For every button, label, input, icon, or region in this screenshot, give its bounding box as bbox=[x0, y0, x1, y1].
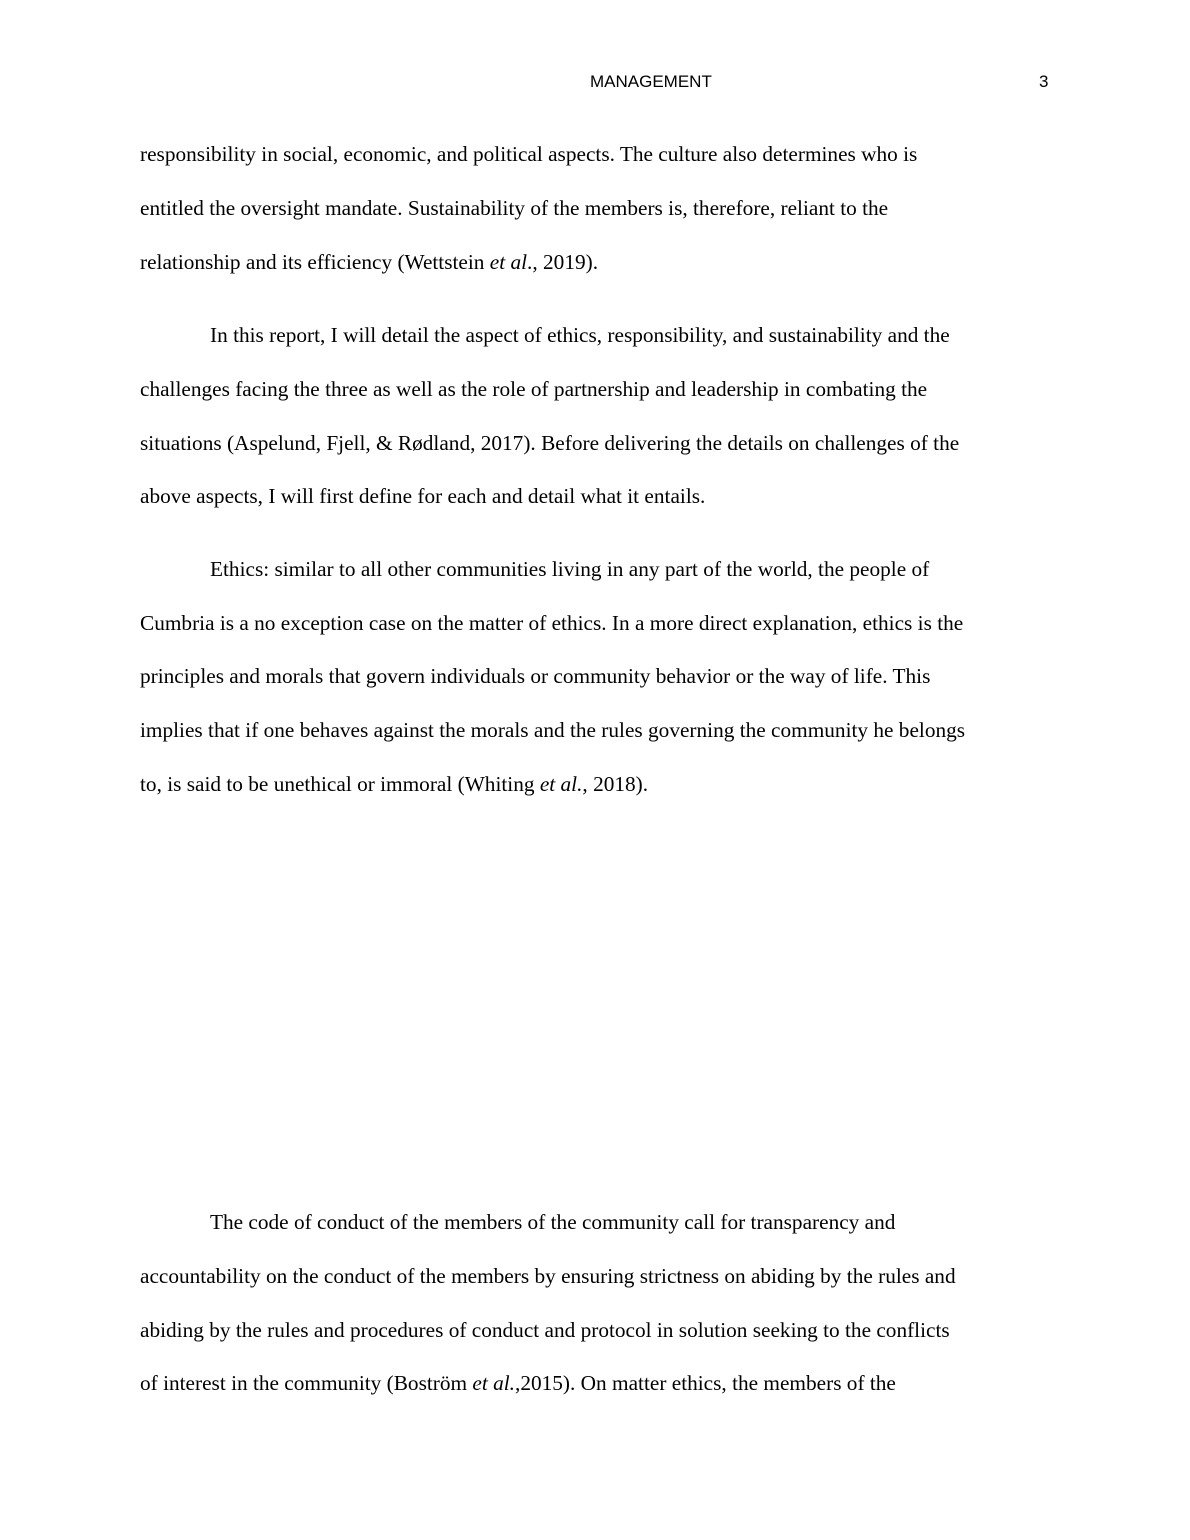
citation-italic: et al bbox=[489, 250, 528, 274]
text-line bbox=[140, 481, 705, 511]
text-line bbox=[140, 1261, 956, 1291]
text-run: accountability on the conduct of the members by ensuring strictness on abiding by the rules and bbox=[140, 1264, 956, 1288]
text-run: of interest in the community (Boström bbox=[140, 1371, 473, 1395]
text-line bbox=[140, 428, 959, 458]
text-run: to, is said to be unethical or immoral (Whiting bbox=[140, 772, 540, 796]
text-run: above aspects, I will first define for each and detail what it entails. bbox=[140, 484, 706, 508]
text-run: entitled the oversight mandate. Sustainability of the members is, therefore, reliant to the bbox=[140, 196, 889, 220]
text-run: abiding by the rules and procedures of conduct and protocol in solution seeking to the conflicts bbox=[140, 1318, 950, 1342]
text-line bbox=[140, 1315, 950, 1345]
text-line bbox=[140, 608, 963, 638]
text-run: , 2018). bbox=[582, 772, 649, 796]
text-run: The code of conduct of the members of the community call for transparency and bbox=[210, 1210, 896, 1234]
text-line bbox=[140, 661, 930, 691]
text-run: In this report, I will detail the aspect of ethics, responsibility, and sustainability and the bbox=[210, 323, 950, 347]
citation-italic: et al. bbox=[472, 1371, 516, 1395]
page-header bbox=[0, 72, 1190, 96]
text-line bbox=[140, 139, 917, 169]
text-run: ., 2019). bbox=[527, 250, 599, 274]
text-run: principles and morals that govern individuals or community behavior or the way of life. This bbox=[140, 664, 931, 688]
text-run: responsibility in social, economic, and political aspects. The culture also determines who is bbox=[140, 142, 918, 166]
text-run: situations (Aspelund, Fjell, & Rødland, 2017). Before delivering the details on challenges of the bbox=[140, 431, 960, 455]
text-line bbox=[210, 554, 929, 584]
running-head-title: MANAGEMENT bbox=[590, 72, 712, 91]
text-run: relationship and its efficiency (Wettstein bbox=[140, 250, 490, 274]
text-line bbox=[140, 193, 888, 223]
text-line bbox=[140, 247, 598, 277]
text-run: Cumbria is a no exception case on the matter of ethics. In a more direct explanation, ethics is the bbox=[140, 611, 964, 635]
text-line bbox=[140, 769, 648, 799]
text-line bbox=[140, 715, 965, 745]
text-line bbox=[140, 374, 927, 404]
citation-italic: et al. bbox=[539, 772, 583, 796]
page-number: 3 bbox=[1039, 72, 1049, 91]
text-line bbox=[140, 1368, 896, 1398]
text-line bbox=[210, 320, 950, 350]
text-run: ,2015). On matter ethics, the members of the bbox=[515, 1371, 896, 1395]
text-run: challenges facing the three as well as the role of partnership and leadership in combating the bbox=[140, 377, 928, 401]
text-line bbox=[210, 1207, 895, 1237]
text-run: implies that if one behaves against the morals and the rules governing the community he belongs bbox=[140, 718, 966, 742]
text-run: Ethics: similar to all other communities living in any part of the world, the people of bbox=[210, 557, 930, 581]
